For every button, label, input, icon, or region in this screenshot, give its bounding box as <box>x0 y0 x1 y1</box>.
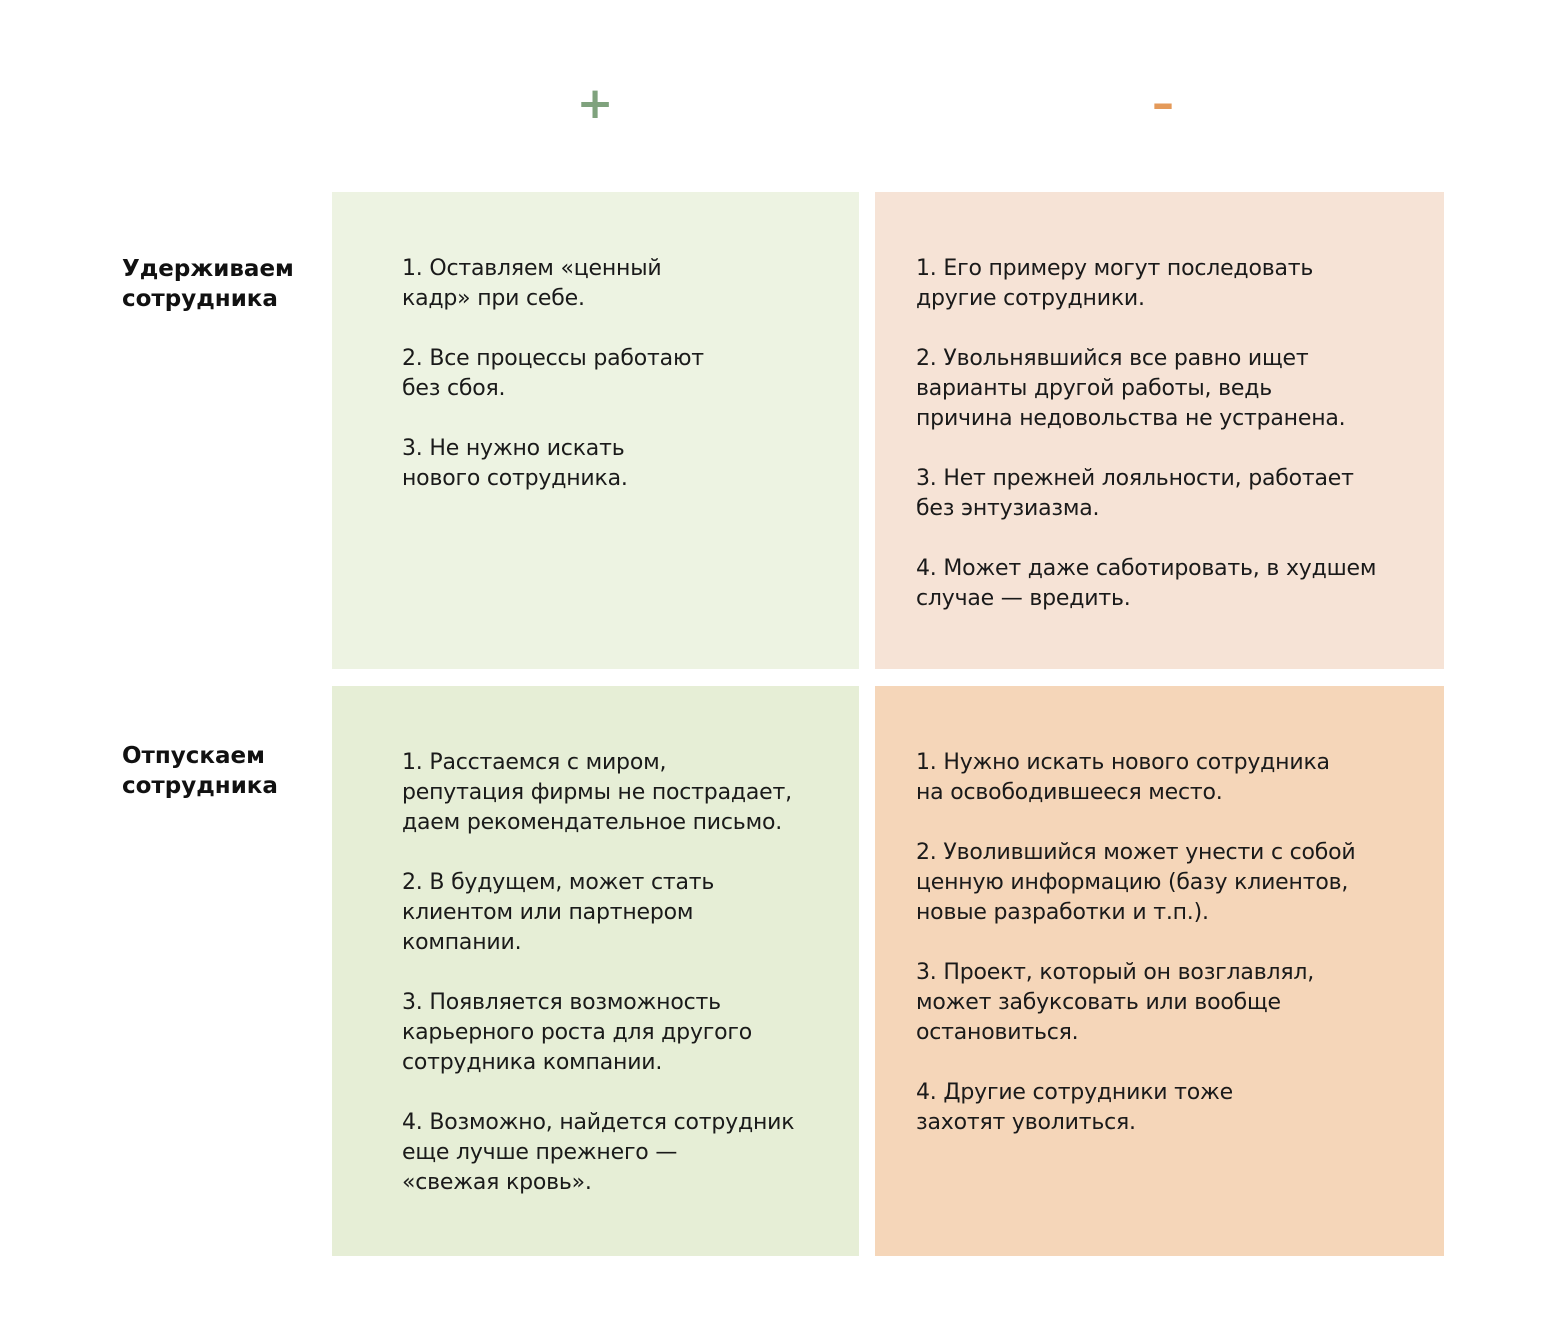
list-item: 2. Увольнявшийся все равно ищет варианты другой работы, ведь причина недовольства не устранена. <box>916 346 1346 431</box>
list-item: 3. Нет прежней лояльности, работает без энтузиазма. <box>916 466 1354 521</box>
list-item: 3. Появляется возможность карьерного роста для другого сотрудника компании. <box>402 990 752 1075</box>
list-item: 4. Другие сотрудники тоже захотят уволиться. <box>916 1080 1233 1135</box>
cell-release-pros <box>332 686 859 1256</box>
list-item: 1. Расстаемся с миром, репутация фирмы не пострадает, даем рекомендательное письмо. <box>402 750 792 835</box>
list-item: 1. Оставляем «ценный кадр» при себе. <box>402 256 662 311</box>
row-label-release-employee: Отпускаем сотрудника <box>122 743 278 799</box>
cell-keep-pros <box>332 192 859 669</box>
plus-column-header: + <box>576 78 614 129</box>
cell-keep-cons <box>875 192 1444 669</box>
list-item: 4. Возможно, найдется сотрудник еще лучше прежнего — «свежая кровь». <box>402 1110 795 1195</box>
minus-column-header: – <box>1152 78 1174 129</box>
list-item: 3. Не нужно искать нового сотрудника. <box>402 436 628 491</box>
list-item: 1. Нужно искать нового сотрудника на освободившееся место. <box>916 750 1330 805</box>
list-item: 4. Может даже саботировать, в худшем случае — вредить. <box>916 556 1377 611</box>
row-label-keep-employee: Удерживаем сотрудника <box>122 256 294 312</box>
list-item: 2. В будущем, может стать клиентом или партнером компании. <box>402 870 715 955</box>
list-item: 2. Все процессы работают без сбоя. <box>402 346 704 401</box>
list-item: 1. Его примеру могут последовать другие сотрудники. <box>916 256 1314 311</box>
list-item: 3. Проект, который он возглавлял, может забуксовать или вообще остановиться. <box>916 960 1315 1045</box>
list-item: 2. Уволившийся может унести с собой ценную информацию (базу клиентов, новые разработки и т.п.). <box>916 840 1356 925</box>
cell-release-cons <box>875 686 1444 1256</box>
